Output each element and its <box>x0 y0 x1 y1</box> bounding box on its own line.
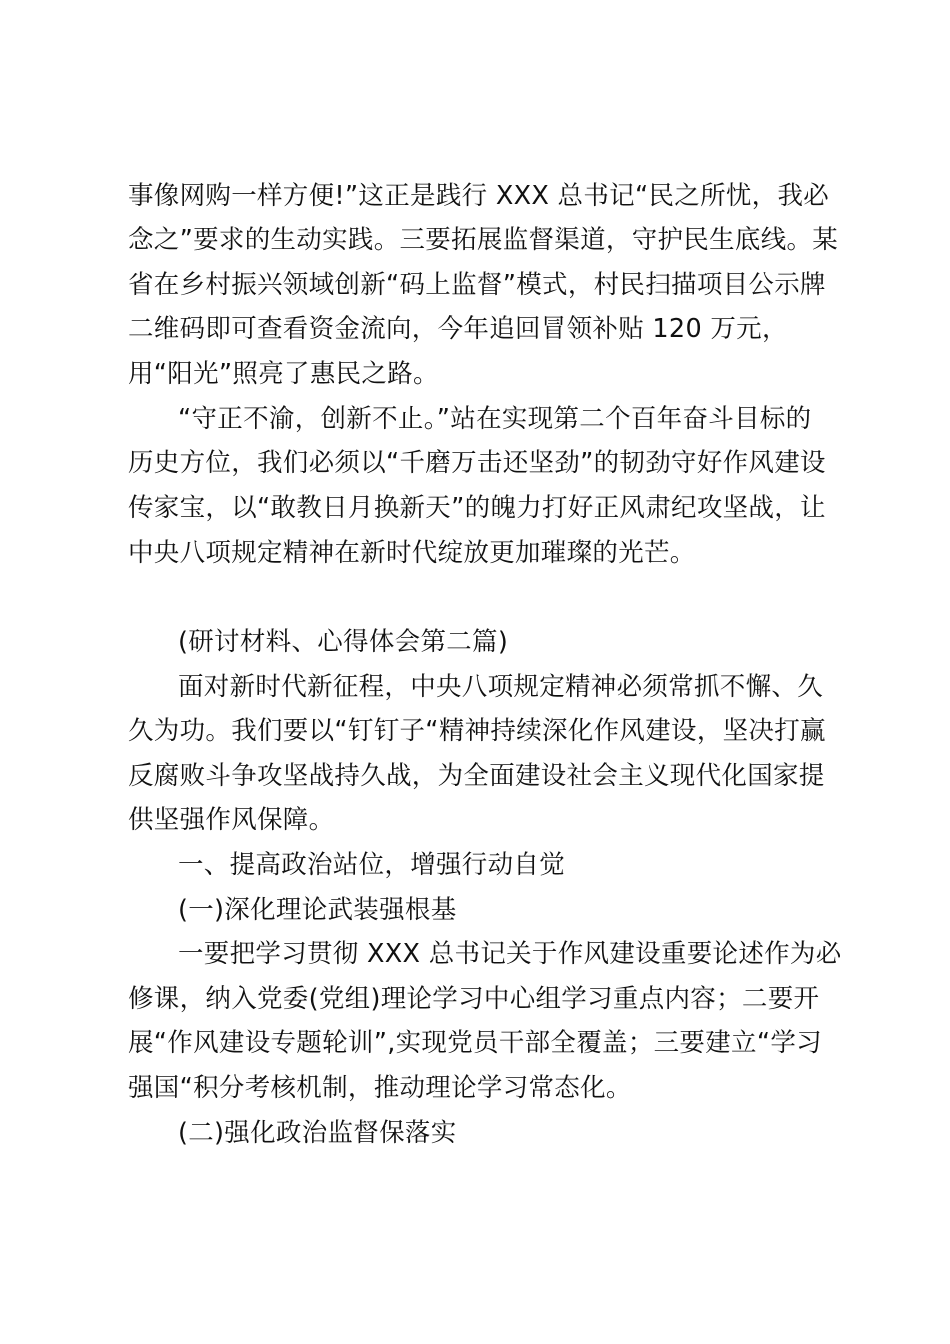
paragraph-start-line: “守正不渝，创新不止。”站在实现第二个百年奋斗目标的 <box>178 404 812 434</box>
body-text-line: 省在乡村振兴领域创新“码上监督”模式，村民扫描项目公示牌 <box>128 270 826 300</box>
body-text-line: 强国“积分考核机制，推动理论学习常态化。 <box>128 1073 632 1103</box>
section-heading: (研讨材料、心得体会第二篇) <box>178 627 509 657</box>
paragraph-start-line: 面对新时代新征程，中央八项规定精神必须常抓不懈、久 <box>178 672 824 702</box>
heading-level-2: (一)深化理论武装强根基 <box>178 895 457 925</box>
body-text-line: 传家宝，以“敢教日月换新天”的魄力打好正风肃纪攻坚战，让 <box>128 493 826 523</box>
body-text-line: 历史方位，我们必须以“千磨万击还坚劲”的韧劲守好作风建设 <box>128 448 826 478</box>
heading-level-2: (二)强化政治监督保落实 <box>178 1118 457 1148</box>
body-text-line: 展“作风建设专题轮训”,实现党员干部全覆盖；三要建立“学习 <box>128 1028 822 1058</box>
body-text-line: 反腐败斗争攻坚战持久战，为全面建设社会主义现代化国家提 <box>128 761 825 791</box>
body-text-line: 修课，纳入党委(党组)理论学习中心组学习重点内容；二要开 <box>128 984 820 1014</box>
body-text-line: 用“阳光”照亮了惠民之路。 <box>128 359 439 389</box>
paragraph-start-line: 一要把学习贯彻 XXX 总书记关于作风建设重要论述作为必 <box>178 939 842 969</box>
body-text-line: 二维码即可查看资金流向，今年追回冒领补贴 120 万元， <box>128 314 788 344</box>
body-text-line: 念之”要求的生动实践。三要拓展监督渠道，守护民生底线。某 <box>128 225 839 255</box>
body-text-line: 中央八项规定精神在新时代绽放更加璀璨的光芒。 <box>128 538 696 568</box>
heading-level-1: 一、提高政治站位，增强行动自觉 <box>178 850 566 880</box>
body-text-line: 事像网购一样方便!”这正是践行 XXX 总书记“民之所忧，我必 <box>128 181 830 211</box>
body-text-line: 供坚强作风保障。 <box>128 805 335 835</box>
body-text-line: 久为功。我们要以“钉钉子“精神持续深化作风建设，坚决打赢 <box>128 716 826 746</box>
